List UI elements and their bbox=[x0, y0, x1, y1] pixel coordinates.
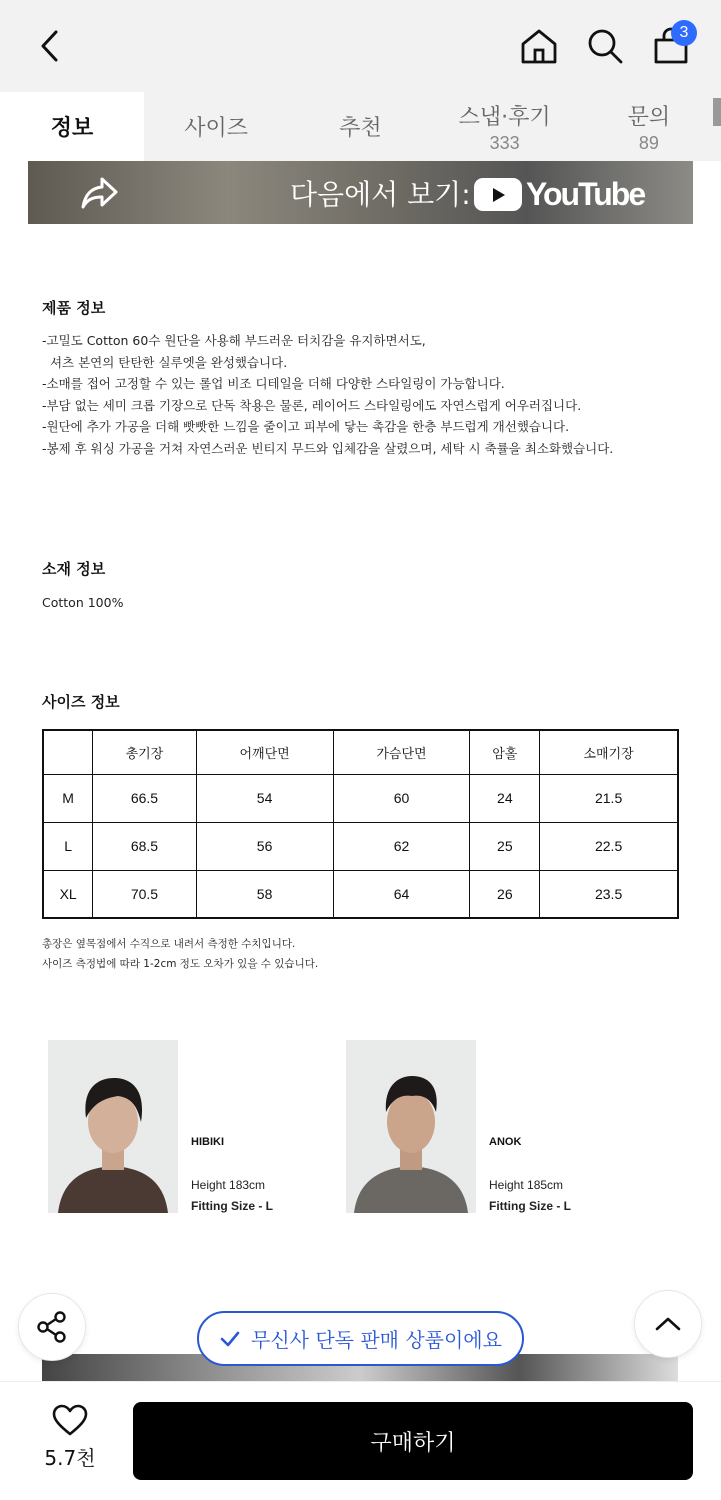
product-info-line: -봉제 후 워싱 가공을 거쳐 자연스러운 빈티지 무드와 입체감을 살렸으며, 세탁 시 축률을 최소화했습니다. bbox=[42, 440, 614, 456]
exclusive-label: 무신사 단독 판매 상품이에요 bbox=[251, 1328, 502, 1352]
exclusive-badge-pill[interactable] bbox=[197, 1311, 524, 1366]
cart-icon[interactable] bbox=[651, 24, 691, 68]
product-info-title: 제품 정보 bbox=[42, 299, 106, 317]
tab-info[interactable] bbox=[0, 92, 144, 161]
detail-tabs bbox=[0, 92, 721, 161]
tab-size[interactable] bbox=[144, 92, 288, 161]
table-header-cell: 가슴단면 bbox=[333, 730, 470, 774]
model-fitting-size: Fitting Size - L bbox=[489, 1199, 571, 1213]
product-info-line: -소매를 접어 고정할 수 있는 롤업 비조 디테일을 더해 다양한 스타일링이 가능합니다. bbox=[42, 376, 505, 391]
size-info-title: 사이즈 정보 bbox=[42, 693, 120, 711]
youtube-logo[interactable] bbox=[474, 176, 644, 213]
size-note-line: 사이즈 측정법에 따라 1-2cm 정도 오차가 있을 수 있습니다. bbox=[42, 958, 319, 970]
table-header-row bbox=[43, 730, 678, 774]
model-name: ANOK bbox=[489, 1136, 522, 1148]
product-info-line: -부담 없는 세미 크롭 기장으로 단독 착용은 물론, 레이어드 스타일링에도 자연스럽게 어우러집니다. bbox=[42, 397, 582, 413]
model-fitting-size: Fitting Size - L bbox=[191, 1199, 273, 1213]
tab-label: 사이즈 bbox=[184, 116, 248, 141]
table-header-cell bbox=[43, 730, 93, 774]
product-info-line: -원단에 추가 가공을 더해 빳빳한 느낌을 줄이고 피부에 닿는 촉감을 한층 부드럽게 개선했습니다. bbox=[42, 419, 570, 434]
chevron-up-icon bbox=[653, 1314, 683, 1334]
buy-button[interactable]: 구매하기 bbox=[133, 1402, 693, 1480]
table-row bbox=[43, 822, 678, 870]
table-cell: XL bbox=[43, 870, 93, 918]
table-cell: 70.5 bbox=[93, 870, 196, 918]
table-cell: 25 bbox=[470, 822, 540, 870]
table-header-cell: 총기장 bbox=[93, 730, 196, 774]
product-info-line: -고밀도 Cotton 60수 원단을 사용해 부드러운 터치감을 유지하면서도, bbox=[42, 333, 426, 348]
bottom-purchase-bar bbox=[0, 1381, 721, 1500]
tab-label: 스냅·후기 bbox=[458, 104, 551, 130]
model-height: Height 183cm bbox=[191, 1178, 266, 1192]
material-info-value: Cotton 100% bbox=[42, 595, 124, 610]
table-cell: 68.5 bbox=[93, 822, 196, 870]
material-info-title: 소재 정보 bbox=[42, 560, 106, 578]
table-cell: 60 bbox=[333, 774, 470, 822]
share-icon bbox=[35, 1310, 69, 1344]
youtube-video-banner[interactable] bbox=[28, 161, 693, 224]
youtube-wordmark: YouTube bbox=[526, 176, 645, 212]
home-icon[interactable] bbox=[519, 24, 559, 68]
back-icon[interactable] bbox=[30, 24, 70, 68]
tab-inquiry[interactable] bbox=[577, 92, 721, 161]
scrollbar[interactable] bbox=[713, 98, 721, 126]
table-header-cell: 어깨단면 bbox=[196, 730, 333, 774]
tab-label: 문의 bbox=[627, 104, 671, 130]
table-header-cell: 암홀 bbox=[470, 730, 540, 774]
model-height: Height 185cm bbox=[489, 1178, 564, 1192]
size-table bbox=[42, 729, 679, 919]
watch-on-label: 다음에서 보기: bbox=[290, 178, 471, 211]
like-count: 5.7천 bbox=[44, 1446, 96, 1470]
tab-snap-review[interactable] bbox=[433, 92, 577, 161]
size-notes bbox=[42, 934, 318, 974]
table-cell: 24 bbox=[470, 774, 540, 822]
table-cell: 22.5 bbox=[540, 822, 678, 870]
table-cell: 58 bbox=[196, 870, 333, 918]
table-cell: 56 bbox=[196, 822, 333, 870]
scroll-top-button[interactable] bbox=[634, 1290, 702, 1358]
model-photo-anok bbox=[346, 1040, 476, 1213]
share-button[interactable] bbox=[18, 1293, 86, 1361]
product-info-line: 셔츠 본연의 탄탄한 실루엣을 완성했습니다. bbox=[42, 354, 288, 370]
top-app-bar bbox=[0, 0, 721, 92]
table-row bbox=[43, 870, 678, 918]
table-cell: M bbox=[43, 774, 93, 822]
youtube-play-icon bbox=[474, 178, 522, 211]
tab-recommend[interactable] bbox=[288, 92, 432, 161]
model-photo-hibiki bbox=[48, 1040, 178, 1213]
model-name: HIBIKI bbox=[191, 1136, 224, 1148]
like-button[interactable] bbox=[40, 1404, 100, 1471]
tab-count: 333 bbox=[489, 132, 520, 153]
heart-icon bbox=[52, 1404, 88, 1436]
table-cell: 26 bbox=[470, 870, 540, 918]
table-cell: 54 bbox=[196, 774, 333, 822]
share-arrow-icon[interactable] bbox=[80, 175, 120, 215]
table-row bbox=[43, 774, 678, 822]
table-cell: 62 bbox=[333, 822, 470, 870]
table-cell: 64 bbox=[333, 870, 470, 918]
table-header-cell: 소매기장 bbox=[540, 730, 678, 774]
table-cell: L bbox=[43, 822, 93, 870]
size-note-line: 총장은 옆목점에서 수직으로 내려서 측정한 수치입니다. bbox=[42, 938, 296, 950]
search-icon[interactable] bbox=[585, 24, 625, 68]
model-info bbox=[191, 1175, 273, 1217]
table-cell: 23.5 bbox=[540, 870, 678, 918]
tab-label: 정보 bbox=[50, 116, 94, 141]
tab-label: 추천 bbox=[339, 116, 382, 141]
table-cell: 66.5 bbox=[93, 774, 196, 822]
table-cell: 21.5 bbox=[540, 774, 678, 822]
tab-count: 89 bbox=[638, 132, 659, 153]
product-info-text bbox=[42, 330, 613, 459]
model-info bbox=[489, 1175, 571, 1217]
cart-count-badge: 3 bbox=[671, 20, 697, 46]
check-icon bbox=[219, 1330, 241, 1348]
